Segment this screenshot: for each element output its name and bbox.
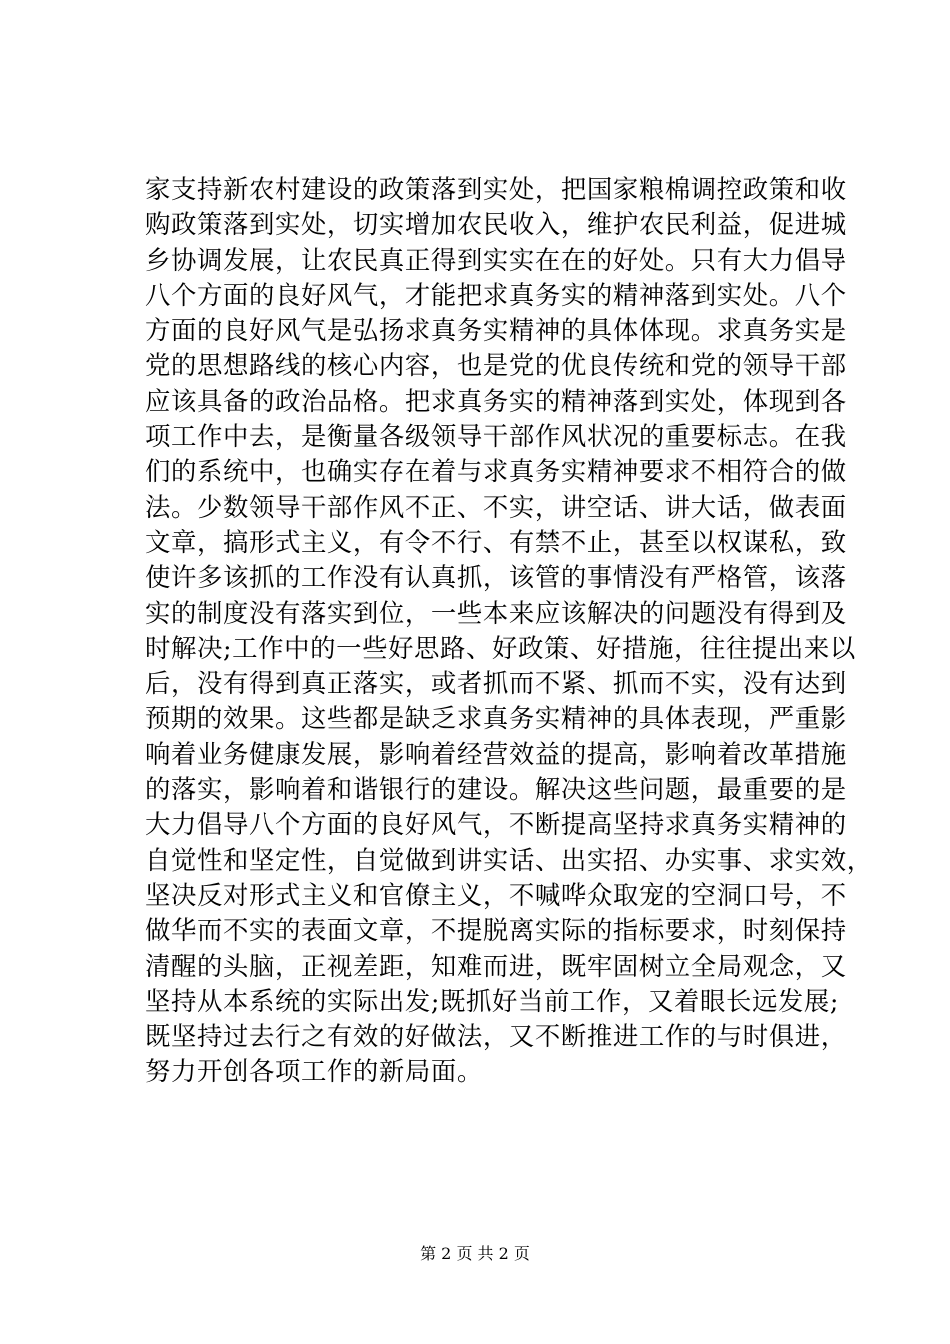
text-line: 大力倡导八个方面的良好风气，不断提高坚持求真务实精神的 <box>145 809 847 840</box>
text-line: 的落实，影响着和谐银行的建设。解决这些问题，最重要的是 <box>145 774 847 805</box>
text-line: 法。少数领导干部作风不正、不实，讲空话、讲大话，做表面 <box>145 491 847 522</box>
text-line: 坚持从本系统的实际出发;既抓好当前工作，又着眼长远发展; <box>145 985 840 1016</box>
text-line: 应该具备的政治品格。把求真务实的精神落到实处，体现到各 <box>145 385 847 416</box>
text-line: 们的系统中，也确实存在着与求真务实精神要求不相符合的做 <box>145 456 847 487</box>
text-line: 使许多该抓的工作没有认真抓，该管的事情没有严格管，该落 <box>145 562 847 593</box>
text-line: 做华而不实的表面文章，不提脱离实际的指标要求，时刻保持 <box>145 915 847 946</box>
text-line: 文章，搞形式主义，有令不行、有禁不止，甚至以权谋私，致 <box>145 526 847 557</box>
text-line: 时解决;工作中的一些好思路、好政策、好措施，往往提出来以 <box>145 632 856 663</box>
text-line: 努力开创各项工作的新局面。 <box>145 1056 483 1087</box>
text-line: 预期的效果。这些都是缺乏求真务实精神的具体表现，严重影 <box>145 703 847 734</box>
text-line: 项工作中去，是衡量各级领导干部作风状况的重要标志。在我 <box>145 421 847 452</box>
text-line: 家支持新农村建设的政策落到实处，把国家粮棉调控政策和收 <box>145 174 847 204</box>
body-text <box>145 172 873 1090</box>
text-line: 坚决反对形式主义和官僚主义，不喊哗众取宠的空洞口号，不 <box>145 879 847 910</box>
text-line: 方面的良好风气是弘扬求真务实精神的具体体现。求真务实是 <box>145 315 847 346</box>
text-line: 购政策落到实处，切实增加农民收入，维护农民利益，促进城 <box>145 209 847 240</box>
text-line: 既坚持过去行之有效的好做法，又不断推进工作的与时俱进， <box>145 1021 847 1052</box>
text-line: 清醒的头脑，正视差距，知难而进，既牢固树立全局观念，又 <box>145 950 847 981</box>
text-line: 八个方面的良好风气，才能把求真务实的精神落到实处。八个 <box>145 279 847 310</box>
text-line: 实的制度没有落实到位，一些本来应该解决的问题没有得到及 <box>145 597 847 628</box>
text-line: 响着业务健康发展，影响着经营效益的提高，影响着改革措施 <box>145 738 847 769</box>
page-footer <box>0 1244 950 1264</box>
text-line: 自觉性和坚定性，自觉做到讲实话、出实招、办实事、求实效， <box>145 844 873 875</box>
text-line: 党的思想路线的核心内容，也是党的优良传统和党的领导干部 <box>145 350 847 381</box>
text-line: 后，没有得到真正落实，或者抓而不紧、抓而不实，没有达到 <box>145 668 847 699</box>
page-indicator: 第 2 页 共 2 页 <box>420 1244 530 1263</box>
text-line: 乡协调发展，让农民真正得到实实在在的好处。只有大力倡导 <box>145 244 847 275</box>
